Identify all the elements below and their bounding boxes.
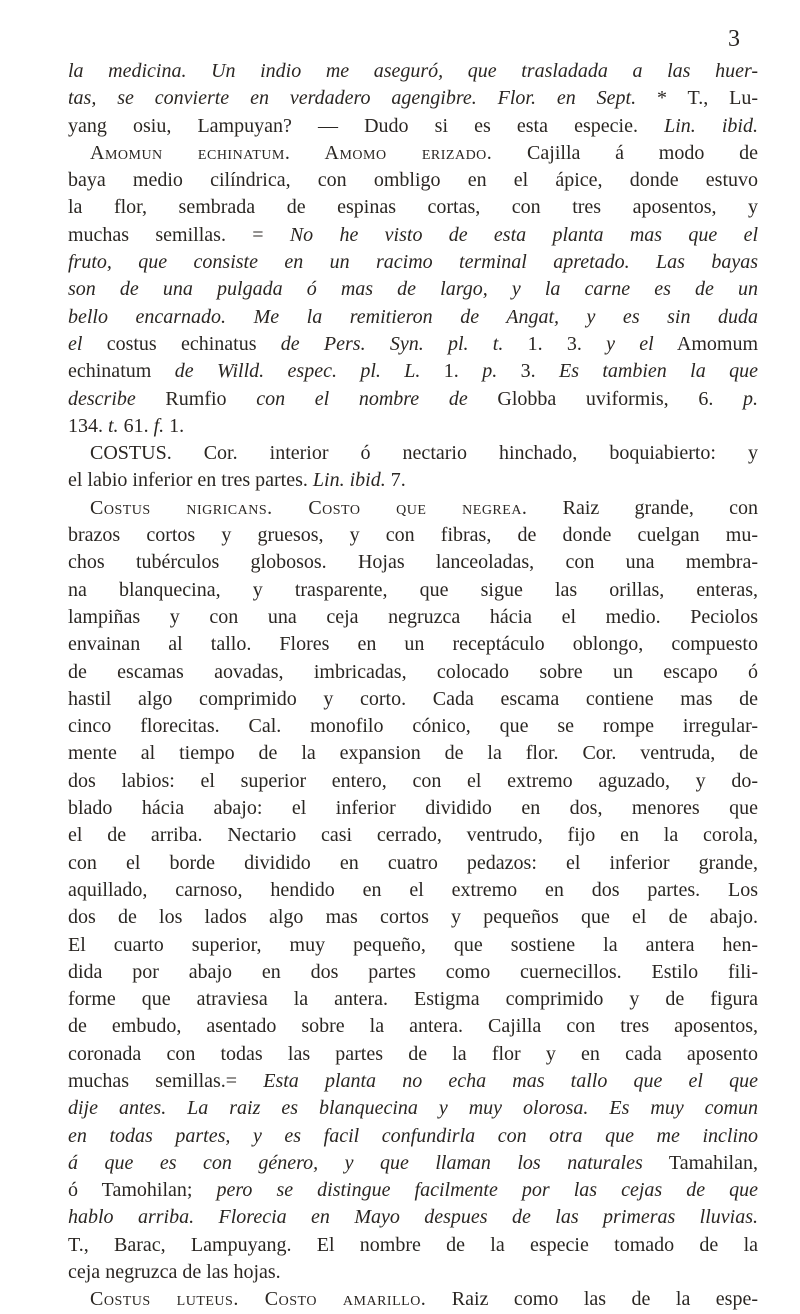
text-line: [68, 686, 758, 713]
text-line: [68, 904, 758, 931]
text-segment: Globba uviformis, 6.: [467, 387, 743, 410]
text-line: [68, 1150, 758, 1177]
text-line: [68, 249, 758, 276]
text-line: [68, 358, 758, 385]
text-segment: Rumfio: [135, 387, 257, 410]
text-line: [68, 386, 758, 413]
text-segment: 61.: [118, 414, 154, 437]
page-text-body: [68, 58, 758, 1314]
text-segment: f.: [153, 414, 165, 437]
text-segment: blado hácia abajo: el inferior dividido en dos, menores que: [68, 797, 758, 820]
text-segment: 1. 3.: [503, 332, 607, 355]
text-line: [68, 522, 758, 549]
text-segment: dos labios: el superior entero, con el extremo aguzado, y do-: [68, 769, 758, 792]
text-segment: COSTUS. Cor. interior ó nectario hinchado, boquiabierto: y: [90, 442, 758, 465]
text-line: [68, 1013, 758, 1040]
text-line: [68, 850, 758, 877]
text-segment: dida por abajo en dos partes como cuernecillos. Estilo fili-: [68, 960, 758, 983]
text-segment: Lin. ibid.: [664, 114, 758, 137]
text-line: [68, 440, 758, 467]
text-segment: Esta planta no echa mas tallo que el que: [263, 1069, 758, 1092]
text-line: [68, 1041, 758, 1068]
text-line: [68, 1259, 758, 1286]
text-segment: de embudo, asentado sobre la antera. Cajilla con tres aposentos,: [68, 1015, 758, 1038]
text-line: [68, 1232, 758, 1259]
text-segment: echinatum: [68, 360, 175, 383]
text-segment: hastil algo comprimido y corto. Cada escama contiene mas de: [68, 687, 758, 710]
text-segment: mente al tiempo de la expansion de la flor. Cor. ventruda, de: [68, 742, 758, 765]
text-segment: Cajilla á modo de: [492, 141, 758, 164]
text-segment: 134.: [68, 414, 108, 437]
text-segment: Es tambien la que: [558, 360, 758, 383]
text-segment: No he visto de esta planta mas que el: [289, 223, 758, 246]
text-segment: el de arriba. Nectario casi cerrado, ventrudo, fijo en la corola,: [68, 824, 758, 847]
text-line: [68, 140, 758, 167]
text-segment: forme que atraviesa la antera. Estigma comprimido y de figura: [68, 988, 758, 1011]
text-segment: Tamahilan,: [642, 1151, 758, 1174]
text-segment: Lin. ibid.: [312, 469, 386, 492]
text-line: [68, 1123, 758, 1150]
text-line: [68, 113, 758, 140]
text-segment: son de una pulgada ó mas de largo, y la carne es de un: [68, 278, 758, 301]
text-segment: con el nombre de: [256, 387, 468, 410]
text-segment: 1.: [164, 414, 185, 437]
text-segment: T., Barac, Lampuyang. El nombre de la especie tomado de la: [68, 1233, 758, 1256]
text-line: [68, 304, 758, 331]
text-line: [68, 222, 758, 249]
text-segment: 7.: [385, 469, 406, 492]
text-segment: el labio inferior en tres partes.: [68, 469, 313, 492]
text-segment: cinco florecitas. Cal. monofilo cónico, que se rompe irregular-: [68, 715, 758, 738]
text-segment: en todas partes, y es facil confundirla con otra que me inclino: [68, 1124, 758, 1147]
text-line: [68, 58, 758, 85]
text-line: [68, 959, 758, 986]
text-line: [68, 986, 758, 1013]
text-segment: p.: [743, 387, 758, 410]
text-segment: ó Tamohilan;: [68, 1179, 217, 1202]
text-segment: aquillado, carnoso, hendido en el extremo en dos partes. Los: [68, 878, 758, 901]
text-line: [68, 740, 758, 767]
text-segment: muchas semillas. =: [68, 223, 290, 246]
text-segment: t.: [108, 414, 119, 437]
text-line: [68, 549, 758, 576]
text-segment: envainan al tallo. Flores en un receptáculo oblongo, compuesto: [68, 633, 758, 656]
text-line: [68, 1204, 758, 1231]
text-segment: bello encarnado. Me la remitieron de Angat, y es sin duda: [68, 305, 758, 328]
text-segment: hablo arriba. Florecia en Mayo despues de las primeras lluvias.: [68, 1206, 758, 1229]
text-segment: yang osiu, Lampuyan? — Dudo si es esta especie.: [68, 114, 665, 137]
text-segment: dos de los lados algo mas cortos y pequeños que el de abajo.: [68, 906, 758, 929]
text-line: [68, 495, 758, 522]
text-segment: Amomun echinatum. Amomo erizado.: [90, 141, 493, 164]
text-line: [68, 659, 758, 686]
text-segment: brazos cortos y gruesos, y con fibras, de donde cuelgan mu-: [68, 524, 758, 547]
text-segment: El cuarto superior, muy pequeño, que sostiene la antera hen-: [68, 933, 758, 956]
text-segment: coronada con todas las partes de la flor y en cada aposento: [68, 1042, 758, 1065]
text-segment: y el: [606, 332, 654, 355]
text-segment: describe: [68, 387, 136, 410]
text-segment: la medicina. Un indio me aseguró, que trasladada a las huer-: [68, 60, 758, 82]
text-segment: Amomum: [653, 332, 758, 355]
text-line: [68, 85, 758, 112]
text-line: [68, 932, 758, 959]
text-line: [68, 795, 758, 822]
text-segment: baya medio cilíndrica, con ombligo en el ápice, donde estuvo: [68, 169, 758, 192]
text-line: [68, 467, 758, 494]
text-line: [68, 194, 758, 221]
text-segment: con el borde dividido en cuatro pedazos: el inferior grande,: [68, 851, 758, 874]
text-segment: 1.: [420, 360, 483, 383]
text-segment: ceja negruzca de las hojas.: [68, 1261, 281, 1284]
text-line: [68, 331, 758, 358]
text-segment: la flor, sembrada de espinas cortas, con tres aposentos, y: [68, 196, 758, 219]
text-segment: de Willd. espec. pl. L.: [174, 360, 421, 383]
text-segment: el: [68, 332, 83, 355]
text-line: [68, 713, 758, 740]
text-segment: na blanquecina, y trasparente, que sigue las orillas, enteras,: [68, 578, 758, 601]
text-segment: Costus nigricans. Costo que negrea.: [90, 496, 528, 519]
text-segment: * T., Lu-: [636, 87, 758, 110]
text-line: [68, 1068, 758, 1095]
text-segment: de Pers. Syn. pl. t.: [280, 332, 504, 355]
text-segment: Costus luteus. Costo amarillo.: [90, 1288, 427, 1311]
text-segment: pero se distingue facilmente por las cejas de que: [216, 1179, 758, 1202]
text-segment: dije antes. La raiz es blanquecina y muy olorosa. Es muy comun: [68, 1097, 758, 1120]
text-line: [68, 413, 758, 440]
page-number: 3: [728, 26, 740, 52]
text-segment: costus echinatus: [82, 332, 281, 355]
text-line: [68, 822, 758, 849]
text-segment: Raiz como las de la espe-: [426, 1288, 758, 1311]
text-line: [68, 877, 758, 904]
text-segment: fruto, que consiste en un racimo terminal apretado. Las bayas: [68, 251, 758, 274]
text-segment: Raiz grande, con: [527, 496, 758, 519]
text-line: [68, 276, 758, 303]
text-line: [68, 631, 758, 658]
text-segment: 3.: [497, 360, 559, 383]
text-line: [68, 604, 758, 631]
text-segment: p.: [482, 360, 498, 383]
text-segment: lampiñas y con una ceja negruzca hácia el medio. Peciolos: [68, 605, 758, 628]
text-line: [68, 1286, 758, 1313]
text-line: [68, 167, 758, 194]
text-line: [68, 1095, 758, 1122]
text-segment: á que es con género, y que llaman los naturales: [68, 1151, 643, 1174]
text-line: [68, 577, 758, 604]
text-segment: de escamas aovadas, imbricadas, colocado sobre un escapo ó: [68, 660, 758, 683]
text-segment: muchas semillas.=: [68, 1069, 264, 1092]
text-line: [68, 768, 758, 795]
text-segment: tas, se convierte en verdadero agengibre. Flor. en Sept.: [68, 87, 637, 110]
text-line: [68, 1177, 758, 1204]
text-segment: chos tubérculos globosos. Hojas lanceoladas, con una membra-: [68, 551, 758, 574]
